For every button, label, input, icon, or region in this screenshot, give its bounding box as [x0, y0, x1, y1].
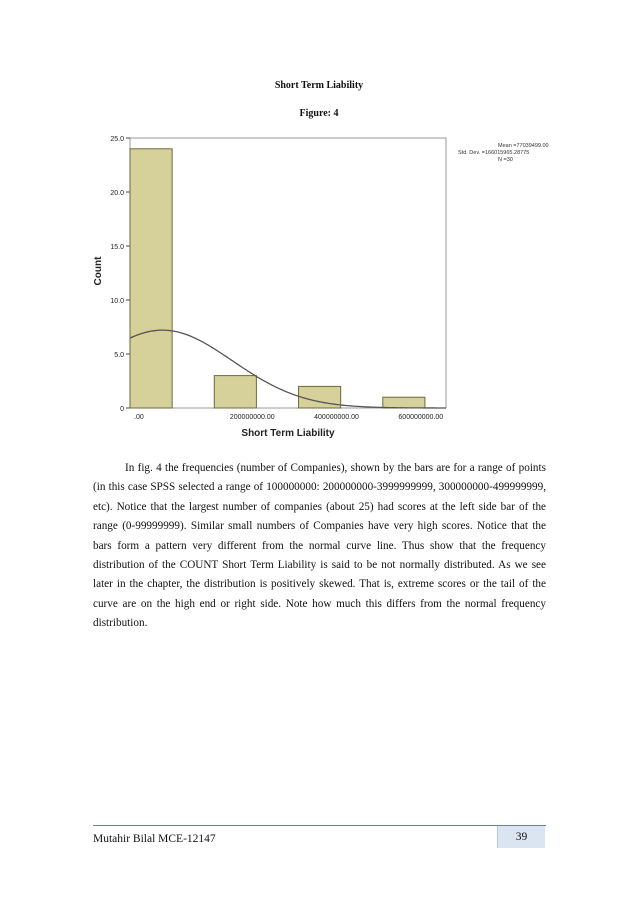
- page-number: 39: [515, 831, 528, 843]
- page-number-box: [497, 826, 545, 848]
- chart-title: Short Term Liability: [274, 80, 364, 91]
- histogram-bar: [214, 376, 256, 408]
- paragraph-text: In fig. 4 the frequencies (number of Companies), shown by the bars are for a range of points (in this case SPSS selected a range of 100000000: 200000000-3999999999, 300000000-499999999, etc). Notice that the largest number of companies (about 25) had scores at the left side bar of the range (0-99999999). Similar small numbers of Companies have very high scores. Notice that the bars form a pattern very different from the normal curve line. Thus show that the frequency distribution of the COUNT Short Term Liability is said to be not normally distributed. As we see later in the chapter, the distribution is positively skewed. That is, extreme scores or the tail of the curve are on the high end or right side. Note how much this differs from the normal frequency distribution.: [93, 462, 546, 630]
- y-tick-label: 15.0: [110, 244, 124, 251]
- x-axis-label: Short Term Liability: [241, 428, 335, 439]
- histogram-chart: [88, 128, 558, 443]
- x-tick-label: 600000000.00: [398, 414, 444, 421]
- histogram-bar: [130, 149, 172, 408]
- y-tick-label: 25.0: [110, 136, 124, 143]
- histogram-bar: [383, 397, 425, 408]
- y-axis-label: Count: [93, 256, 104, 286]
- figure-label: Figure: 4: [299, 108, 339, 119]
- x-tick-label: 400000000.00: [314, 414, 359, 421]
- y-tick-label: 0: [120, 406, 124, 413]
- y-tick-label: 20.0: [110, 190, 124, 197]
- y-tick-label: 5.0: [114, 352, 124, 359]
- stats-legend: [458, 143, 549, 163]
- stats-n: N =30: [498, 157, 513, 163]
- y-tick-label: 10.0: [110, 298, 124, 305]
- stats-mean: Mean =77039499.00: [498, 143, 549, 149]
- body-paragraph: [93, 459, 546, 634]
- plot-area: [130, 138, 446, 408]
- footer-divider: [93, 825, 546, 826]
- x-tick-label: .00: [134, 414, 144, 421]
- footer-author: Mutahir Bilal MCE-12147: [93, 833, 216, 845]
- x-tick-label: 200000000.00: [229, 414, 275, 421]
- stats-std-dev: Std. Dev. =166015965.28775: [458, 150, 530, 156]
